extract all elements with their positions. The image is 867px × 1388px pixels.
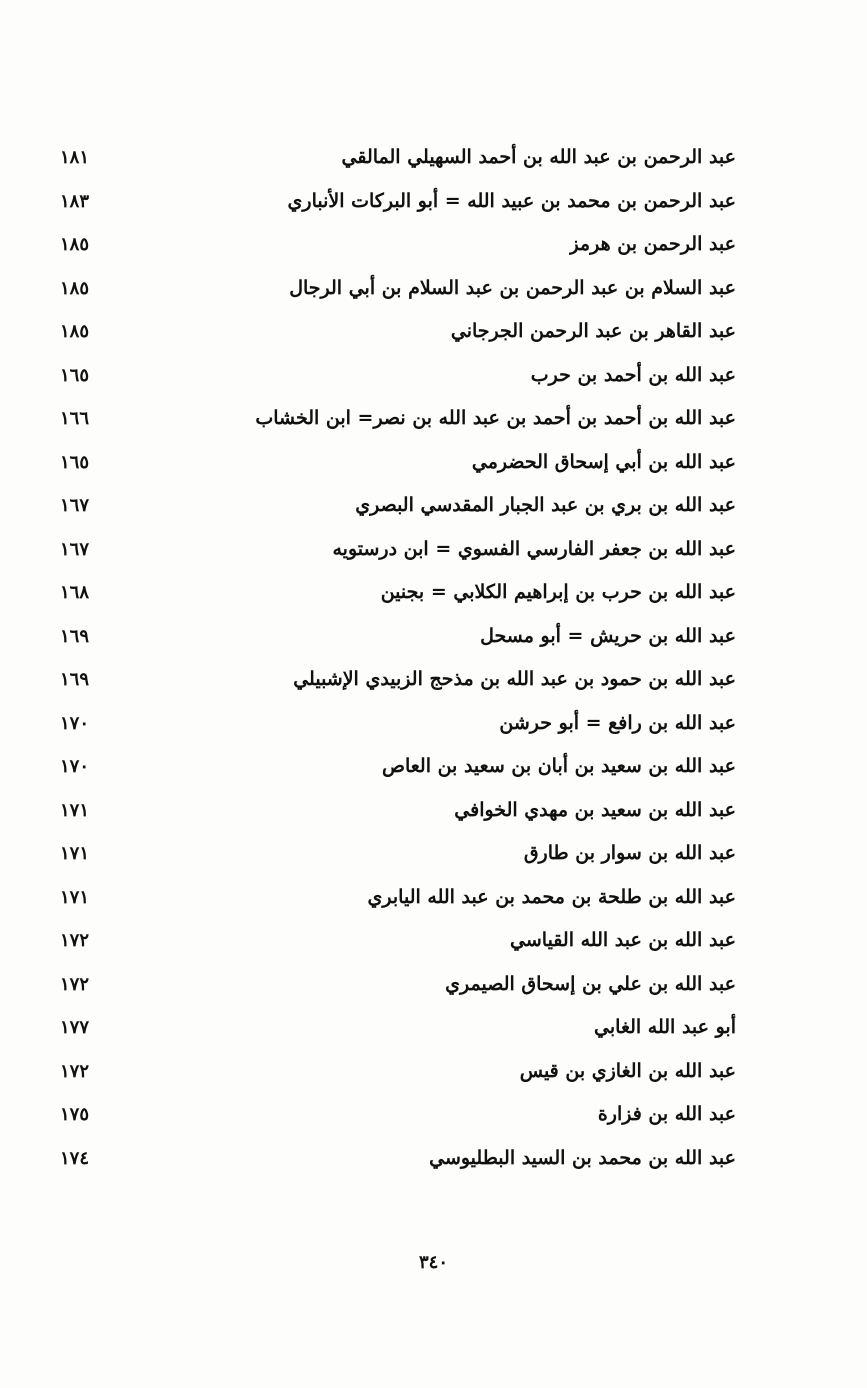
- entry-page-number: ١٧٤: [60, 1147, 90, 1169]
- index-entry: [60, 1006, 736, 1050]
- entry-name: عبد الرحمن بن عبد الله بن أحمد السهيلي المالقي: [341, 146, 736, 168]
- entry-page-number: ١٧١: [60, 843, 90, 864]
- entry-page-number: ١٧٢: [60, 1060, 90, 1082]
- entry-page-number: ١٨٣: [60, 190, 90, 212]
- entry-name: عبد الله بن رافع = أبو حرشن: [499, 711, 736, 734]
- entry-name: عبد الله بن حريش = أبو مسحل: [480, 624, 736, 647]
- index-entry: [60, 223, 736, 267]
- index-entry: [60, 1093, 736, 1137]
- index-entry: [60, 615, 736, 659]
- entry-name: عبد القاهر بن عبد الرحمن الجرجاني: [450, 320, 736, 342]
- index-entry: [60, 745, 736, 789]
- entry-name: عبد الله بن أحمد بن أحمد بن عبد الله بن نصر= ابن الخشاب: [255, 407, 736, 429]
- index-entry: [60, 571, 736, 615]
- entry-name: أبو عبد الله الغابي: [594, 1016, 736, 1038]
- index-entry: [60, 963, 736, 1007]
- index-entry: [60, 354, 736, 398]
- entry-page-number: ١٧٥: [60, 1104, 90, 1125]
- entry-page-number: ١٦٥: [60, 364, 90, 386]
- entry-page-number: ١٦٦: [60, 408, 90, 429]
- entry-name: عبد الله بن سوار بن طارق: [523, 842, 736, 864]
- entry-page-number: ١٦٥: [60, 451, 90, 473]
- index-entry: [60, 658, 736, 702]
- entry-page-number: ١٧٢: [60, 973, 90, 995]
- entry-page-number: ١٨٥: [60, 234, 90, 255]
- entry-name: عبد السلام بن عبد الرحمن بن عبد السلام بن أبي الرجال: [289, 276, 736, 299]
- entry-name: عبد الله بن علي بن إسحاق الصيمري: [445, 972, 736, 995]
- entry-name: عبد الله بن سعيد بن مهدي الخوافي: [454, 798, 736, 821]
- entry-name: عبد الله بن أحمد بن حرب: [530, 363, 736, 386]
- index-entry: [60, 702, 736, 746]
- index-entry: [60, 267, 736, 311]
- entry-page-number: ١٦٧: [60, 538, 90, 560]
- index-list: [60, 136, 736, 1180]
- index-entry: [60, 789, 736, 833]
- entry-page-number: ١٦٩: [60, 669, 90, 690]
- entry-name: عبد الله بن طلحة بن محمد بن عبد الله اليابري: [367, 885, 736, 908]
- page-number: ٣٤٠: [418, 1252, 448, 1273]
- index-entry: [60, 1050, 736, 1094]
- entry-page-number: ١٧٠: [60, 712, 90, 734]
- entry-page-number: ١٦٧: [60, 495, 90, 516]
- index-entry: [60, 180, 736, 224]
- entry-page-number: ١٨٥: [60, 321, 90, 342]
- entry-page-number: ١٧١: [60, 886, 90, 908]
- entry-page-number: ١٧٢: [60, 930, 90, 951]
- entry-name: عبد الله بن الغازي بن قيس: [519, 1059, 736, 1082]
- entry-page-number: ١٧٠: [60, 756, 90, 777]
- index-entry: [60, 310, 736, 354]
- entry-page-number: ١٨١: [60, 147, 90, 168]
- entry-page-number: ١٨٥: [60, 277, 90, 299]
- entry-page-number: ١٧٧: [60, 1017, 90, 1038]
- entry-name: عبد الله بن عبد الله القياسي: [510, 929, 736, 951]
- index-entry: [60, 876, 736, 920]
- entry-name: عبد الله بن بري بن عبد الجبار المقدسي البصري: [355, 494, 736, 516]
- entry-name: عبد الرحمن بن محمد بن عبيد الله = أبو البركات الأنباري: [287, 189, 736, 212]
- entry-name: عبد الله بن فزارة: [597, 1103, 736, 1125]
- entry-name: عبد الله بن حرب بن إبراهيم الكلابي = بجنين: [380, 581, 736, 603]
- index-entry: [60, 136, 736, 180]
- entry-name: عبد الله بن حمود بن عبد الله بن مذحج الزبيدي الإشبيلي: [293, 668, 736, 690]
- entry-name: عبد الله بن أبي إسحاق الحضرمي: [471, 450, 736, 473]
- index-entry: [60, 441, 736, 485]
- entry-name: عبد الله بن محمد بن السيد البطليوسي: [429, 1146, 736, 1169]
- index-entry: [60, 919, 736, 963]
- entry-name: عبد الرحمن بن هرمز: [569, 233, 736, 255]
- index-entry: [60, 397, 736, 441]
- index-entry: [60, 1137, 736, 1181]
- entry-page-number: ١٦٨: [60, 582, 90, 603]
- index-entry: [60, 832, 736, 876]
- index-entry: [60, 528, 736, 572]
- entry-page-number: ١٦٩: [60, 625, 90, 647]
- entry-name: عبد الله بن سعيد بن أبان بن سعيد بن العاص: [381, 755, 736, 777]
- index-entry: [60, 484, 736, 528]
- entry-page-number: ١٧١: [60, 799, 90, 821]
- entry-name: عبد الله بن جعفر الفارسي الفسوي = ابن درستويه: [332, 537, 736, 560]
